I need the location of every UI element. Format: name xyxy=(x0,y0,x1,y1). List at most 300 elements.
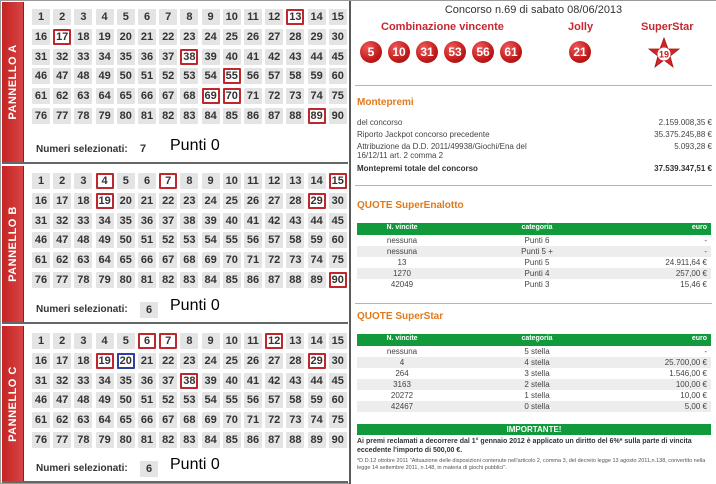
number-cell[interactable]: 62 xyxy=(53,412,71,428)
number-cell[interactable]: 33 xyxy=(74,373,92,389)
number-cell[interactable]: 43 xyxy=(286,213,304,229)
number-cell[interactable]: 49 xyxy=(96,232,114,248)
number-cell[interactable]: 66 xyxy=(138,88,156,104)
number-cell[interactable]: 18 xyxy=(74,353,92,369)
number-cell[interactable]: 23 xyxy=(180,193,198,209)
number-cell[interactable]: 20 xyxy=(117,29,135,45)
number-cell[interactable]: 22 xyxy=(159,193,177,209)
number-cell[interactable]: 44 xyxy=(308,373,326,389)
number-cell[interactable]: 80 xyxy=(117,108,135,124)
number-cell[interactable]: 63 xyxy=(74,88,92,104)
number-cell[interactable]: 69 xyxy=(202,252,220,268)
number-cell[interactable]: 8 xyxy=(180,173,198,189)
number-cell[interactable]: 23 xyxy=(180,29,198,45)
number-cell[interactable]: 19 xyxy=(96,193,114,209)
number-cell[interactable]: 65 xyxy=(117,412,135,428)
number-cell[interactable]: 67 xyxy=(159,252,177,268)
number-cell[interactable]: 32 xyxy=(53,49,71,65)
number-cell[interactable]: 24 xyxy=(202,353,220,369)
number-cell[interactable]: 76 xyxy=(32,108,50,124)
number-cell[interactable]: 5 xyxy=(117,173,135,189)
number-cell[interactable]: 81 xyxy=(138,272,156,288)
number-cell[interactable]: 58 xyxy=(286,392,304,408)
winning-ball: 5 xyxy=(360,41,382,63)
number-cell[interactable]: 25 xyxy=(223,193,241,209)
number-cell[interactable]: 59 xyxy=(308,232,326,248)
number-cell[interactable]: 71 xyxy=(244,252,262,268)
number-cell[interactable]: 2 xyxy=(53,173,71,189)
number-cell[interactable]: 31 xyxy=(32,373,50,389)
number-cell[interactable]: 80 xyxy=(117,272,135,288)
number-cell[interactable]: 35 xyxy=(117,49,135,65)
number-cell[interactable]: 27 xyxy=(265,353,283,369)
number-cell[interactable]: 2 xyxy=(53,333,71,349)
number-cell[interactable]: 74 xyxy=(308,252,326,268)
number-cell[interactable]: 37 xyxy=(159,49,177,65)
number-cell[interactable]: 20 xyxy=(117,193,135,209)
number-cell[interactable]: 75 xyxy=(329,412,347,428)
number-cell[interactable]: 16 xyxy=(32,353,50,369)
number-cell[interactable]: 71 xyxy=(244,88,262,104)
table-cell: 42467 xyxy=(390,402,414,411)
number-cell[interactable]: 6 xyxy=(138,9,156,25)
number-cell[interactable]: 35 xyxy=(117,213,135,229)
number-cell[interactable]: 79 xyxy=(96,108,114,124)
number-cell[interactable]: 50 xyxy=(117,392,135,408)
separator xyxy=(355,185,712,186)
number-cell[interactable]: 68 xyxy=(180,88,198,104)
number-cell[interactable]: 1 xyxy=(32,333,50,349)
number-cell[interactable]: 35 xyxy=(117,373,135,389)
number-panel-a xyxy=(2,2,348,164)
number-cell[interactable]: 66 xyxy=(138,412,156,428)
number-cell[interactable]: 15 xyxy=(329,173,347,189)
number-cell[interactable]: 89 xyxy=(308,432,326,448)
number-cell[interactable]: 63 xyxy=(74,252,92,268)
number-cell[interactable]: 34 xyxy=(96,213,114,229)
number-cell[interactable]: 82 xyxy=(159,432,177,448)
number-cell[interactable]: 33 xyxy=(74,213,92,229)
number-cell[interactable]: 83 xyxy=(180,108,198,124)
number-cell[interactable]: 81 xyxy=(138,432,156,448)
number-cell[interactable]: 55 xyxy=(223,232,241,248)
number-cell[interactable]: 31 xyxy=(32,213,50,229)
number-cell[interactable]: 44 xyxy=(308,49,326,65)
number-cell[interactable]: 48 xyxy=(74,392,92,408)
number-cell[interactable]: 28 xyxy=(286,193,304,209)
number-cell[interactable]: 12 xyxy=(265,9,283,25)
number-cell[interactable]: 38 xyxy=(180,49,198,65)
number-cell[interactable]: 36 xyxy=(138,213,156,229)
number-cell[interactable]: 67 xyxy=(159,88,177,104)
number-cell[interactable]: 20 xyxy=(117,353,135,369)
number-cell[interactable]: 21 xyxy=(138,193,156,209)
number-cell[interactable]: 34 xyxy=(96,373,114,389)
number-cell[interactable]: 11 xyxy=(244,9,262,25)
number-cell[interactable]: 6 xyxy=(138,333,156,349)
panel-tab[interactable] xyxy=(2,166,24,322)
number-cell[interactable]: 48 xyxy=(74,68,92,84)
number-cell[interactable]: 86 xyxy=(244,432,262,448)
number-cell[interactable]: 45 xyxy=(329,49,347,65)
number-cell[interactable]: 82 xyxy=(159,272,177,288)
number-cell[interactable]: 48 xyxy=(74,232,92,248)
number-cell[interactable]: 18 xyxy=(74,29,92,45)
number-cell[interactable]: 22 xyxy=(159,353,177,369)
column-header: N. vincite xyxy=(386,224,418,231)
number-cell[interactable]: 63 xyxy=(74,412,92,428)
number-cell[interactable]: 39 xyxy=(202,213,220,229)
number-cell[interactable]: 89 xyxy=(308,108,326,124)
number-cell[interactable]: 9 xyxy=(202,173,220,189)
number-cell[interactable]: 8 xyxy=(180,9,198,25)
number-cell[interactable]: 41 xyxy=(244,373,262,389)
number-cell[interactable]: 7 xyxy=(159,173,177,189)
number-cell[interactable]: 44 xyxy=(308,213,326,229)
number-cell[interactable]: 29 xyxy=(308,29,326,45)
number-cell[interactable]: 69 xyxy=(202,88,220,104)
number-cell[interactable]: 51 xyxy=(138,68,156,84)
number-cell[interactable]: 15 xyxy=(329,9,347,25)
number-cell[interactable]: 80 xyxy=(117,432,135,448)
panels-column xyxy=(1,1,349,484)
separator xyxy=(355,303,712,304)
number-cell[interactable]: 61 xyxy=(32,412,50,428)
number-cell[interactable]: 59 xyxy=(308,392,326,408)
table-cell: nessuna xyxy=(386,247,418,256)
number-cell[interactable]: 2 xyxy=(53,9,71,25)
number-cell[interactable]: 59 xyxy=(308,68,326,84)
number-cell[interactable]: 53 xyxy=(180,392,198,408)
number-cell[interactable]: 29 xyxy=(308,353,326,369)
number-cell[interactable]: 25 xyxy=(223,353,241,369)
number-cell[interactable]: 69 xyxy=(202,412,220,428)
number-cell[interactable]: 74 xyxy=(308,88,326,104)
number-cell[interactable]: 77 xyxy=(53,272,71,288)
number-cell[interactable]: 26 xyxy=(244,353,262,369)
number-cell[interactable]: 72 xyxy=(265,252,283,268)
number-cell[interactable]: 45 xyxy=(329,213,347,229)
number-cell[interactable]: 21 xyxy=(138,353,156,369)
table-row xyxy=(357,279,711,290)
table-cell: - xyxy=(704,247,707,256)
number-cell[interactable]: 52 xyxy=(159,68,177,84)
number-cell[interactable]: 24 xyxy=(202,193,220,209)
quote-superstar-table xyxy=(357,334,711,412)
number-cell[interactable]: 64 xyxy=(96,412,114,428)
number-cell[interactable]: 41 xyxy=(244,213,262,229)
combinazione-label: Combinazione vincente xyxy=(381,21,504,33)
punti-score: Punti 0 xyxy=(170,456,220,473)
number-cell[interactable]: 87 xyxy=(265,108,283,124)
number-cell[interactable]: 4 xyxy=(96,173,114,189)
number-cell[interactable]: 14 xyxy=(308,173,326,189)
number-cell[interactable]: 39 xyxy=(202,49,220,65)
number-cell[interactable]: 13 xyxy=(286,333,304,349)
number-cell[interactable]: 72 xyxy=(265,88,283,104)
table-cell: 0 stella xyxy=(524,402,550,411)
number-cell[interactable]: 29 xyxy=(308,193,326,209)
table-cell: 4 stella xyxy=(524,358,550,367)
number-cell[interactable]: 36 xyxy=(138,373,156,389)
number-cell[interactable]: 9 xyxy=(202,9,220,25)
results-column xyxy=(351,1,716,484)
number-cell[interactable]: 40 xyxy=(223,49,241,65)
number-cell[interactable]: 84 xyxy=(202,272,220,288)
number-cell[interactable]: 77 xyxy=(53,108,71,124)
number-cell[interactable]: 42 xyxy=(265,49,283,65)
punti-score: Punti 0 xyxy=(170,297,220,314)
number-cell[interactable]: 52 xyxy=(159,392,177,408)
number-cell[interactable]: 54 xyxy=(202,392,220,408)
number-cell[interactable]: 13 xyxy=(286,173,304,189)
panel-tab[interactable] xyxy=(2,326,24,481)
number-cell[interactable]: 3 xyxy=(74,9,92,25)
number-cell[interactable]: 17 xyxy=(53,193,71,209)
number-cell[interactable]: 68 xyxy=(180,252,198,268)
number-cell[interactable]: 51 xyxy=(138,392,156,408)
number-cell[interactable]: 5 xyxy=(117,333,135,349)
number-cell[interactable]: 10 xyxy=(223,9,241,25)
number-cell[interactable]: 51 xyxy=(138,232,156,248)
number-cell[interactable]: 38 xyxy=(180,373,198,389)
number-cell[interactable]: 71 xyxy=(244,412,262,428)
number-cell[interactable]: 19 xyxy=(96,353,114,369)
number-cell[interactable]: 68 xyxy=(180,412,198,428)
number-cell[interactable]: 89 xyxy=(308,272,326,288)
number-cell[interactable]: 57 xyxy=(265,232,283,248)
number-cell[interactable]: 32 xyxy=(53,213,71,229)
number-cell[interactable]: 30 xyxy=(329,29,347,45)
number-cell[interactable]: 3 xyxy=(74,173,92,189)
number-cell[interactable]: 62 xyxy=(53,252,71,268)
number-cell[interactable]: 79 xyxy=(96,432,114,448)
number-cell[interactable]: 79 xyxy=(96,272,114,288)
number-cell[interactable]: 47 xyxy=(53,232,71,248)
number-cell[interactable]: 46 xyxy=(32,232,50,248)
number-cell[interactable]: 18 xyxy=(74,193,92,209)
number-cell[interactable]: 73 xyxy=(286,252,304,268)
number-cell[interactable]: 56 xyxy=(244,392,262,408)
number-cell[interactable]: 42 xyxy=(265,373,283,389)
number-cell[interactable]: 40 xyxy=(223,213,241,229)
number-cell[interactable]: 14 xyxy=(308,9,326,25)
number-cell[interactable]: 78 xyxy=(74,432,92,448)
number-cell[interactable]: 90 xyxy=(329,108,347,124)
number-cell[interactable]: 85 xyxy=(223,432,241,448)
number-cell[interactable]: 72 xyxy=(265,412,283,428)
number-cell[interactable]: 53 xyxy=(180,232,198,248)
number-cell[interactable]: 5 xyxy=(117,9,135,25)
number-cell[interactable]: 39 xyxy=(202,373,220,389)
number-cell[interactable]: 4 xyxy=(96,333,114,349)
number-cell[interactable]: 60 xyxy=(329,68,347,84)
number-cell[interactable]: 32 xyxy=(53,373,71,389)
number-cell[interactable]: 17 xyxy=(53,353,71,369)
number-cell[interactable]: 78 xyxy=(74,272,92,288)
quote-superenalotto-title: QUOTE SuperEnalotto xyxy=(357,200,464,211)
number-cell[interactable]: 76 xyxy=(32,272,50,288)
number-cell[interactable]: 60 xyxy=(329,232,347,248)
number-cell[interactable]: 57 xyxy=(265,68,283,84)
number-cell[interactable]: 55 xyxy=(223,392,241,408)
table-row xyxy=(357,390,711,401)
number-cell[interactable]: 64 xyxy=(96,252,114,268)
number-cell[interactable]: 78 xyxy=(74,108,92,124)
number-cell[interactable]: 24 xyxy=(202,29,220,45)
panel-tab-label: PANNELLO A xyxy=(6,44,19,120)
number-cell[interactable]: 9 xyxy=(202,333,220,349)
number-cell[interactable]: 47 xyxy=(53,68,71,84)
table-cell: 1270 xyxy=(393,269,411,278)
number-cell[interactable]: 47 xyxy=(53,392,71,408)
number-cell[interactable]: 22 xyxy=(159,29,177,45)
number-cell[interactable]: 55 xyxy=(223,68,241,84)
number-cell[interactable]: 8 xyxy=(180,333,198,349)
number-cell[interactable]: 61 xyxy=(32,252,50,268)
number-cell[interactable]: 81 xyxy=(138,108,156,124)
number-cell[interactable]: 50 xyxy=(117,232,135,248)
number-cell[interactable]: 73 xyxy=(286,412,304,428)
number-cell[interactable]: 87 xyxy=(265,432,283,448)
number-cell[interactable]: 86 xyxy=(244,108,262,124)
number-cell[interactable]: 33 xyxy=(74,49,92,65)
number-cell[interactable]: 73 xyxy=(286,88,304,104)
number-cell[interactable]: 12 xyxy=(265,173,283,189)
number-panel-b xyxy=(2,166,348,324)
number-cell[interactable]: 46 xyxy=(32,392,50,408)
number-cell[interactable]: 70 xyxy=(223,88,241,104)
number-cell[interactable]: 27 xyxy=(265,29,283,45)
number-cell[interactable]: 17 xyxy=(53,29,71,45)
number-cell[interactable]: 1 xyxy=(32,9,50,25)
number-cell[interactable]: 65 xyxy=(117,88,135,104)
number-cell[interactable]: 50 xyxy=(117,68,135,84)
number-cell[interactable]: 85 xyxy=(223,272,241,288)
number-cell[interactable]: 26 xyxy=(244,29,262,45)
number-cell[interactable]: 12 xyxy=(265,333,283,349)
number-cell[interactable]: 28 xyxy=(286,29,304,45)
number-cell[interactable]: 66 xyxy=(138,252,156,268)
number-cell[interactable]: 40 xyxy=(223,373,241,389)
number-cell[interactable]: 10 xyxy=(223,173,241,189)
number-cell[interactable]: 16 xyxy=(32,29,50,45)
number-cell[interactable]: 30 xyxy=(329,353,347,369)
number-cell[interactable]: 88 xyxy=(286,272,304,288)
number-cell[interactable]: 26 xyxy=(244,193,262,209)
number-cell[interactable]: 83 xyxy=(180,432,198,448)
number-cell[interactable]: 67 xyxy=(159,412,177,428)
number-panel-c xyxy=(2,326,348,483)
panel-tab[interactable] xyxy=(2,2,24,162)
number-cell[interactable]: 21 xyxy=(138,29,156,45)
number-cell[interactable]: 46 xyxy=(32,68,50,84)
number-cell[interactable]: 19 xyxy=(96,29,114,45)
number-cell[interactable]: 6 xyxy=(138,173,156,189)
table-cell: nessuna xyxy=(386,236,418,245)
number-cell[interactable]: 16 xyxy=(32,193,50,209)
number-cell[interactable]: 54 xyxy=(202,232,220,248)
number-cell[interactable]: 30 xyxy=(329,193,347,209)
number-cell[interactable]: 77 xyxy=(53,432,71,448)
number-cell[interactable]: 52 xyxy=(159,232,177,248)
number-cell[interactable]: 11 xyxy=(244,173,262,189)
number-cell[interactable]: 31 xyxy=(32,49,50,65)
number-cell[interactable]: 43 xyxy=(286,373,304,389)
number-cell[interactable]: 4 xyxy=(96,9,114,25)
number-cell[interactable]: 14 xyxy=(308,333,326,349)
number-cell[interactable]: 65 xyxy=(117,252,135,268)
number-cell[interactable]: 64 xyxy=(96,88,114,104)
number-cell[interactable]: 36 xyxy=(138,49,156,65)
number-cell[interactable]: 84 xyxy=(202,432,220,448)
number-cell[interactable]: 25 xyxy=(223,29,241,45)
number-cell[interactable]: 62 xyxy=(53,88,71,104)
number-cell[interactable]: 75 xyxy=(329,88,347,104)
number-cell[interactable]: 34 xyxy=(96,49,114,65)
number-cell[interactable]: 38 xyxy=(180,213,198,229)
number-cell[interactable]: 88 xyxy=(286,108,304,124)
number-cell[interactable]: 60 xyxy=(329,392,347,408)
number-cell[interactable]: 56 xyxy=(244,232,262,248)
number-cell[interactable]: 75 xyxy=(329,252,347,268)
number-cell[interactable]: 42 xyxy=(265,213,283,229)
number-cell[interactable]: 13 xyxy=(286,9,304,25)
number-cell[interactable]: 28 xyxy=(286,353,304,369)
number-cell[interactable]: 11 xyxy=(244,333,262,349)
selected-count-label: Numeri selezionati: xyxy=(36,144,128,155)
number-cell[interactable]: 90 xyxy=(329,272,347,288)
number-cell[interactable]: 23 xyxy=(180,353,198,369)
number-cell[interactable]: 76 xyxy=(32,432,50,448)
number-cell[interactable]: 58 xyxy=(286,68,304,84)
number-cell[interactable]: 37 xyxy=(159,213,177,229)
number-cell[interactable]: 85 xyxy=(223,108,241,124)
number-cell[interactable]: 10 xyxy=(223,333,241,349)
number-cell[interactable]: 70 xyxy=(223,412,241,428)
number-cell[interactable]: 88 xyxy=(286,432,304,448)
number-cell[interactable]: 41 xyxy=(244,49,262,65)
number-cell[interactable]: 70 xyxy=(223,252,241,268)
number-cell[interactable]: 27 xyxy=(265,193,283,209)
number-cell[interactable]: 90 xyxy=(329,432,347,448)
number-cell[interactable]: 87 xyxy=(265,272,283,288)
number-cell[interactable]: 1 xyxy=(32,173,50,189)
number-cell[interactable]: 7 xyxy=(159,9,177,25)
table-cell: Punti 3 xyxy=(524,280,550,289)
number-cell[interactable]: 49 xyxy=(96,68,114,84)
number-cell[interactable]: 84 xyxy=(202,108,220,124)
number-cell[interactable]: 15 xyxy=(329,333,347,349)
table-cell: - xyxy=(704,347,707,356)
number-cell[interactable]: 54 xyxy=(202,68,220,84)
number-cell[interactable]: 53 xyxy=(180,68,198,84)
number-cell[interactable]: 45 xyxy=(329,373,347,389)
number-cell[interactable]: 57 xyxy=(265,392,283,408)
number-cell[interactable]: 7 xyxy=(159,333,177,349)
number-cell[interactable]: 56 xyxy=(244,68,262,84)
number-cell[interactable]: 37 xyxy=(159,373,177,389)
number-cell[interactable]: 82 xyxy=(159,108,177,124)
number-cell[interactable]: 49 xyxy=(96,392,114,408)
number-cell[interactable]: 74 xyxy=(308,412,326,428)
number-cell[interactable]: 43 xyxy=(286,49,304,65)
number-cell[interactable]: 61 xyxy=(32,88,50,104)
number-cell[interactable]: 3 xyxy=(74,333,92,349)
number-cell[interactable]: 86 xyxy=(244,272,262,288)
number-cell[interactable]: 58 xyxy=(286,232,304,248)
number-cell[interactable]: 83 xyxy=(180,272,198,288)
